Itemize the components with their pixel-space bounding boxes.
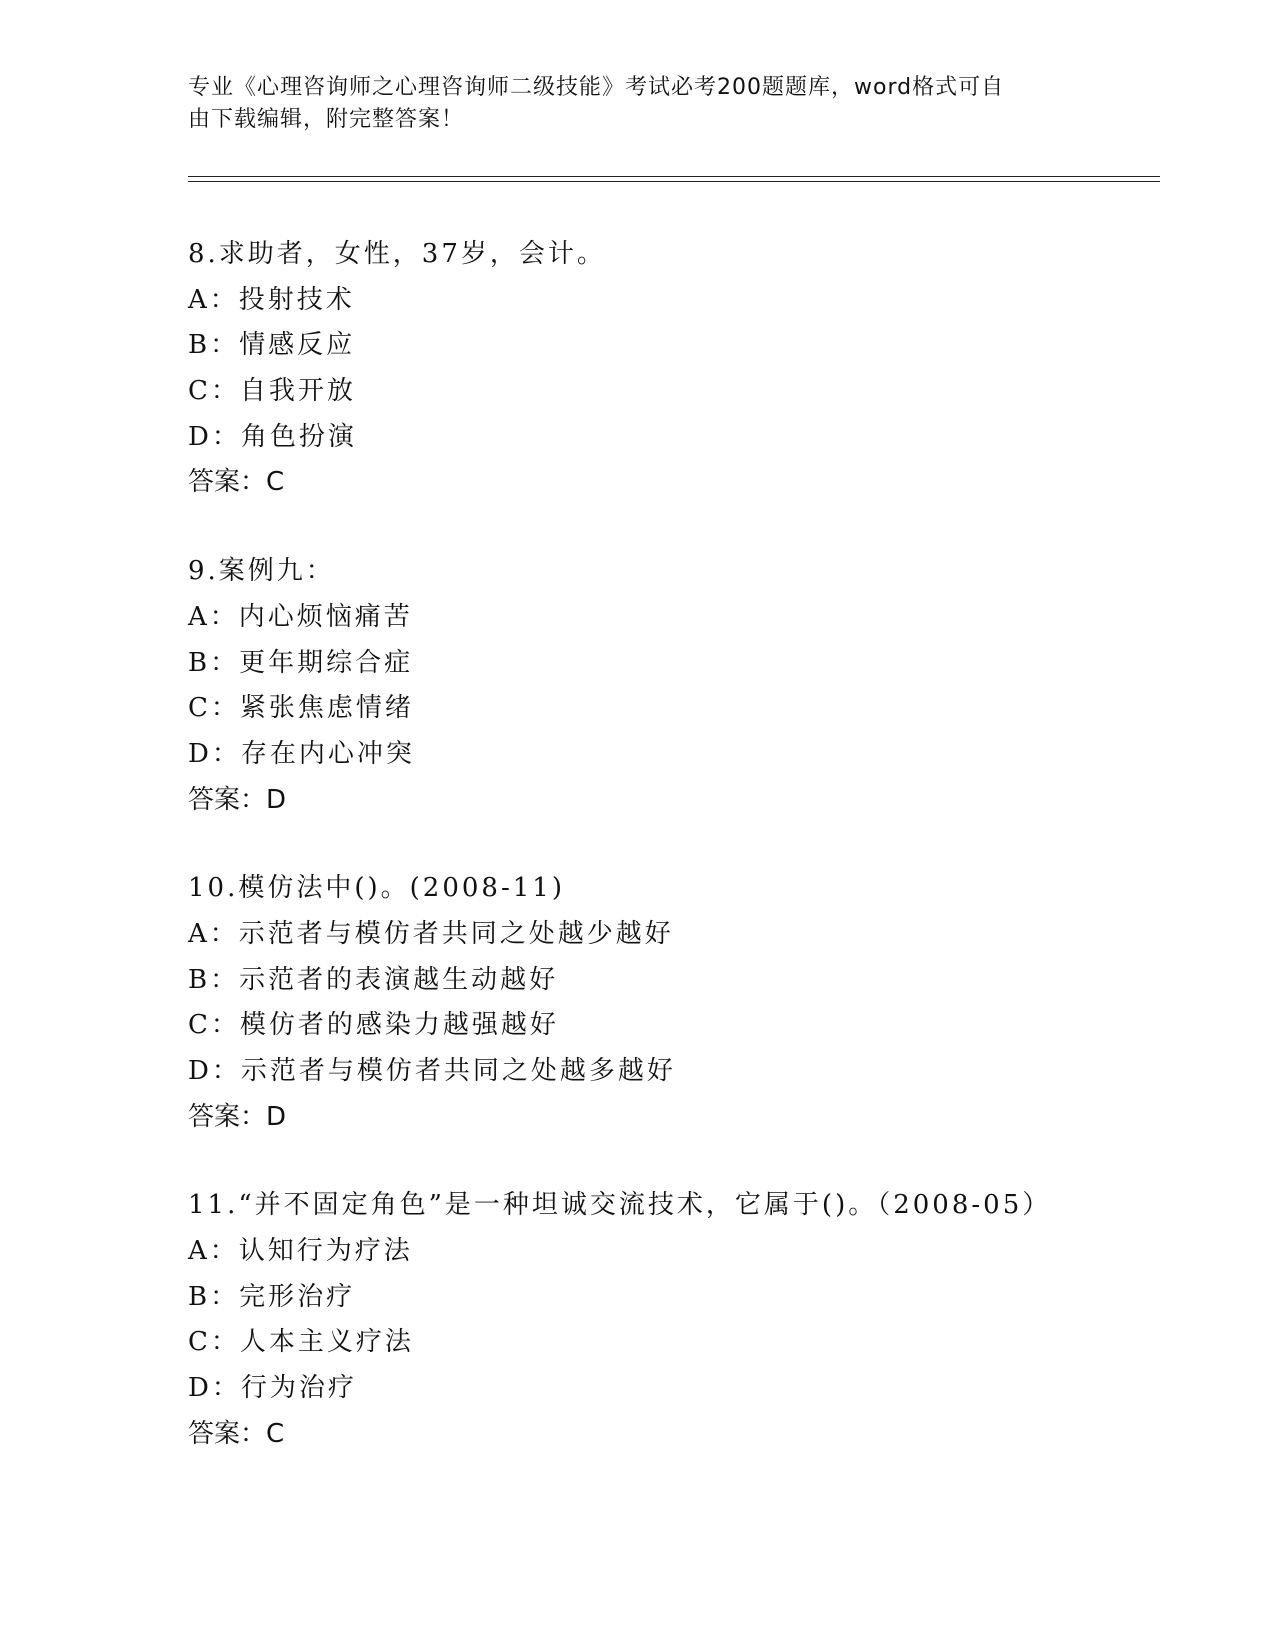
question-item [188, 866, 1188, 1140]
header-line-2: 由下载编辑，附完整答案！ [188, 107, 465, 132]
question-stem: 10.模仿法中()。(2008-11) [188, 873, 565, 904]
option-d: D：示范者与模仿者共同之处越多越好 [188, 1056, 676, 1086]
option-b: B：更年期综合症 [188, 647, 414, 678]
option-a: A：认知行为疗法 [188, 1236, 413, 1267]
option-b: B：完形治疗 [188, 1281, 356, 1312]
question-item [188, 549, 1188, 823]
option-d: D：行为治疗 [188, 1373, 357, 1404]
document-header [188, 72, 1068, 136]
option-c: C：人本主义疗法 [188, 1327, 414, 1358]
header-line-1: 专业《心理咨询师之心理咨询师二级技能》考试必考200题题库，word格式可自 [188, 75, 1005, 100]
header-divider-top [188, 176, 1160, 177]
question-stem: 9.案例九： [188, 556, 335, 587]
answer: 答案：C [188, 467, 285, 498]
question-item [188, 1183, 1188, 1457]
option-d: D：角色扮演 [188, 421, 357, 452]
option-c: C：自我开放 [188, 376, 356, 407]
question-item [188, 232, 1188, 506]
option-a: A：投射技术 [188, 284, 355, 315]
option-b: B：示范者的表演越生动越好 [188, 964, 559, 995]
option-a: A：示范者与模仿者共同之处越少越好 [188, 918, 674, 949]
option-d: D：存在内心冲突 [188, 738, 415, 769]
question-list [188, 232, 1188, 1501]
answer: 答案：D [188, 1101, 287, 1132]
option-b: B：情感反应 [188, 330, 356, 361]
option-c: C：模仿者的感染力越强越好 [188, 1010, 559, 1041]
answer: 答案：D [188, 784, 287, 815]
option-c: C：紧张焦虑情绪 [188, 693, 414, 724]
question-stem: 8.求助者，女性，37岁，会计。 [188, 239, 606, 269]
answer: 答案：C [188, 1418, 285, 1449]
question-stem: 11.“并不固定角色”是一种坦诚交流技术，它属于()。（2008-05） [188, 1190, 1052, 1221]
option-a: A：内心烦恼痛苦 [188, 601, 413, 632]
header-divider-bottom [188, 181, 1160, 182]
